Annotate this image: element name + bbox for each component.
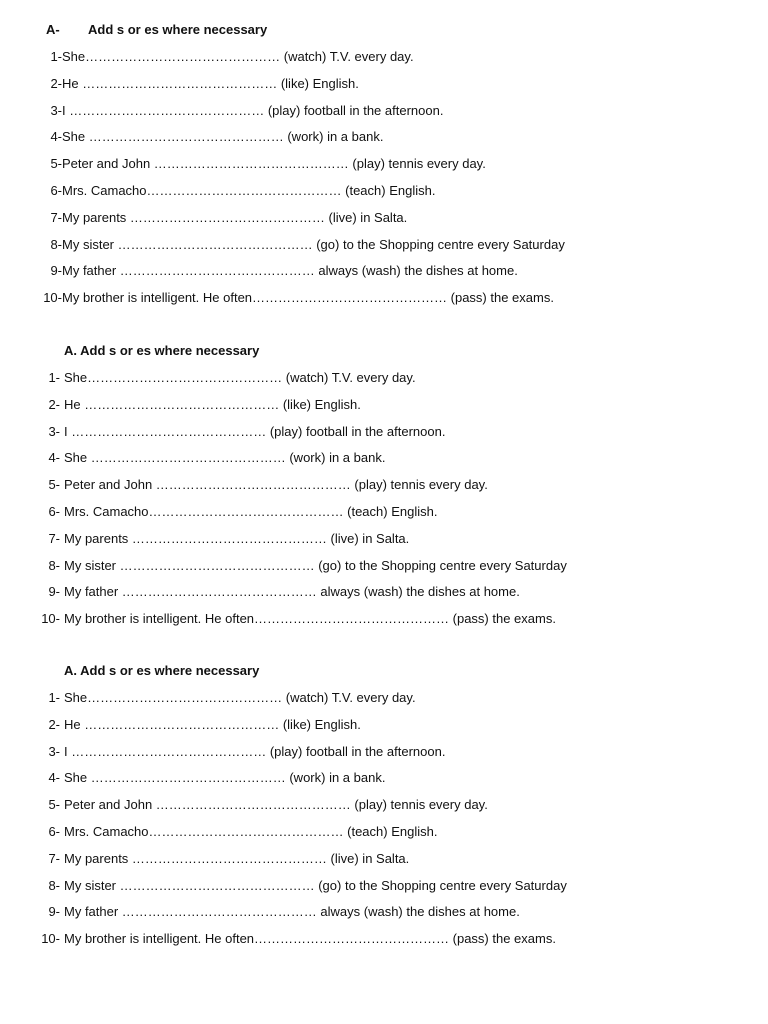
item-sentence: Peter and John ……………………………………… (play) tennis every day.: [62, 156, 486, 172]
exercise-item: [0, 690, 768, 706]
item-sentence: My father ……………………………………… always (wash) the dishes at home.: [64, 584, 520, 600]
item-number: 3-: [50, 102, 62, 118]
exercise-item: [0, 477, 768, 493]
item-sentence: My sister ……………………………………… (go) to the Shopping centre every Saturday: [64, 557, 567, 573]
exercise-item: [0, 370, 768, 386]
item-number: 10-: [41, 931, 60, 947]
section-label: A-: [46, 22, 60, 37]
item-number: 3-: [48, 743, 60, 759]
item-number: 9-: [48, 584, 60, 600]
item-sentence: He ……………………………………… (like) English.: [64, 396, 361, 412]
exercise-item: [0, 450, 768, 466]
item-sentence: I ……………………………………… (play) football in the afternoon.: [64, 423, 446, 439]
item-number: 2-: [48, 716, 60, 732]
item-number: 7-: [48, 530, 60, 546]
exercise-item: [0, 504, 768, 520]
exercise-item: [0, 237, 768, 253]
item-number: 6-: [50, 183, 62, 198]
item-sentence: My parents ……………………………………… (live) in Salta.: [64, 530, 410, 546]
item-sentence: My sister ……………………………………… (go) to the Shopping centre every Saturday: [64, 877, 567, 893]
exercise-item: [0, 210, 768, 226]
exercise-item: [0, 397, 768, 413]
item-sentence: My sister ……………………………………… (go) to the Shopping centre every Saturday: [62, 236, 565, 252]
exercise-item: [0, 103, 768, 119]
item-number: 1-: [50, 49, 62, 64]
item-sentence: My brother is intelligent. He often……………………………………… (pass) the exams.: [64, 931, 556, 947]
exercise-item: [0, 770, 768, 786]
exercise-item: [0, 824, 768, 840]
item-sentence: My brother is intelligent. He often……………………………………… (pass) the exams.: [62, 290, 554, 306]
item-number: 6-: [48, 504, 60, 519]
item-sentence: He ……………………………………… (like) English.: [64, 716, 361, 732]
item-sentence: My parents ……………………………………… (live) in Salta.: [64, 850, 410, 866]
item-sentence: My brother is intelligent. He often……………………………………… (pass) the exams.: [64, 611, 556, 627]
exercise-item: [0, 611, 768, 627]
item-sentence: She ……………………………………… (work) in a bank.: [62, 129, 384, 145]
item-number: 8-: [50, 236, 62, 252]
item-sentence: She ……………………………………… (work) in a bank.: [64, 450, 386, 466]
item-number: 8-: [48, 877, 60, 893]
item-sentence: I ……………………………………… (play) football in the afternoon.: [64, 743, 446, 759]
item-sentence: Mrs. Camacho……………………………………… (teach) English.: [62, 183, 436, 198]
item-number: 9-: [48, 904, 60, 920]
item-number: 5-: [48, 477, 60, 493]
item-number: 7-: [50, 209, 62, 225]
exercise-item: [0, 183, 768, 199]
exercise-item: [0, 129, 768, 145]
exercise-item: [0, 931, 768, 947]
item-number: 4-: [50, 129, 62, 145]
exercise-item: [0, 290, 768, 306]
section-title: A. Add s or es where necessary: [64, 343, 260, 358]
item-sentence: Peter and John ……………………………………… (play) tennis every day.: [64, 477, 488, 493]
section-title: A. Add s or es where necessary: [64, 663, 260, 678]
item-number: 2-: [48, 396, 60, 412]
item-sentence: My parents ……………………………………… (live) in Salta.: [62, 209, 408, 225]
item-sentence: Mrs. Camacho……………………………………… (teach) English.: [64, 504, 438, 519]
exercise-item: [0, 49, 768, 65]
item-number: 1-: [48, 690, 60, 705]
item-number: 4-: [48, 770, 60, 786]
item-sentence: She……………………………………… (watch) T.V. every day.: [64, 690, 416, 705]
section-title-text: Add s or es where necessary: [88, 22, 268, 37]
item-sentence: She……………………………………… (watch) T.V. every day.: [62, 49, 414, 64]
exercise-item: [0, 156, 768, 172]
exercise-item: [0, 744, 768, 760]
item-sentence: Peter and John ……………………………………… (play) tennis every day.: [64, 797, 488, 813]
exercise-item: [0, 797, 768, 813]
item-number: 8-: [48, 557, 60, 573]
exercise-item: [0, 76, 768, 92]
item-number: 10-: [43, 290, 62, 306]
item-number: 5-: [50, 156, 62, 172]
item-number: 4-: [48, 450, 60, 466]
exercise-item: [0, 558, 768, 574]
exercise-item: [0, 878, 768, 894]
exercise-item: [0, 717, 768, 733]
item-number: 2-: [50, 75, 62, 91]
item-number: 5-: [48, 797, 60, 813]
item-number: 6-: [48, 824, 60, 839]
item-sentence: Mrs. Camacho……………………………………… (teach) English.: [64, 824, 438, 839]
item-sentence: My father ……………………………………… always (wash) the dishes at home.: [62, 263, 518, 279]
item-number: 7-: [48, 850, 60, 866]
exercise-item: [0, 531, 768, 547]
exercise-item: [0, 263, 768, 279]
item-sentence: She ……………………………………… (work) in a bank.: [64, 770, 386, 786]
item-number: 1-: [48, 370, 60, 385]
exercise-item: [0, 584, 768, 600]
exercise-item: [0, 851, 768, 867]
item-number: 3-: [48, 423, 60, 439]
item-number: 10-: [41, 611, 60, 627]
exercise-item: [0, 904, 768, 920]
item-number: 9-: [50, 263, 62, 279]
item-sentence: My father ……………………………………… always (wash) the dishes at home.: [64, 904, 520, 920]
item-sentence: She……………………………………… (watch) T.V. every day.: [64, 370, 416, 385]
exercise-item: [0, 424, 768, 440]
item-sentence: I ……………………………………… (play) football in the afternoon.: [62, 102, 444, 118]
item-sentence: He ……………………………………… (like) English.: [62, 75, 359, 91]
